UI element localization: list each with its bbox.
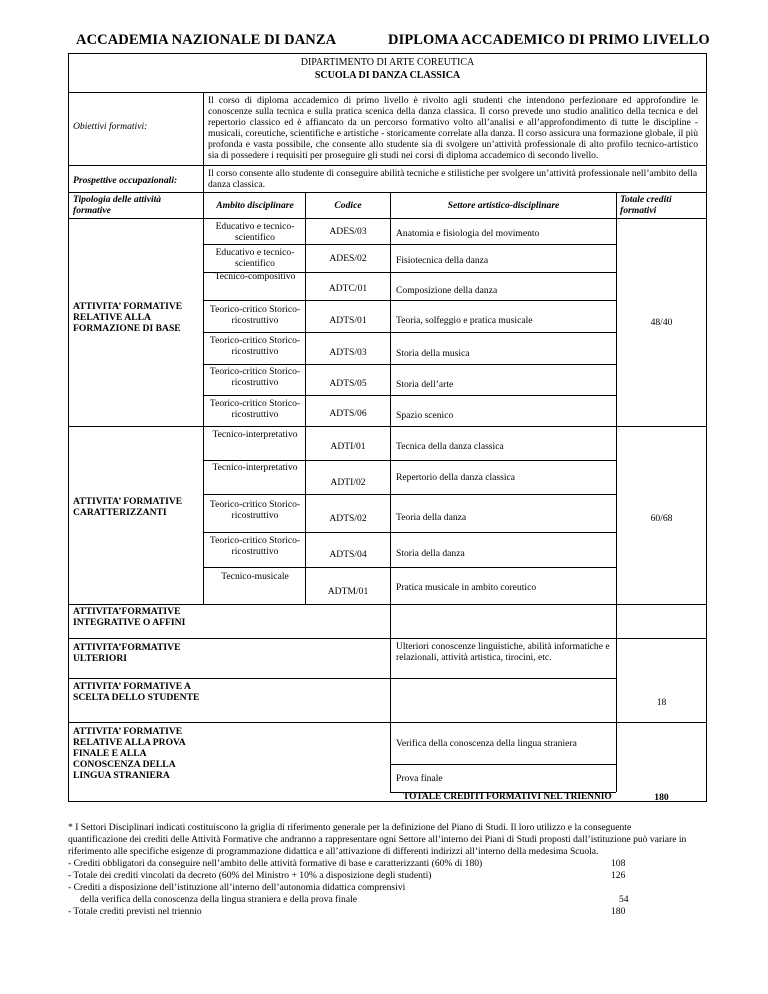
rule-base-5 <box>203 364 616 365</box>
car-settore-2: Teoria della danza <box>396 512 467 523</box>
rule-under-title <box>69 92 706 93</box>
department-title: DIPARTIMENTO DI ARTE COREUTICA <box>300 57 475 68</box>
rule-under-col-header <box>69 218 706 219</box>
rule-under-scelta <box>69 722 706 723</box>
rule-base-1 <box>203 244 616 245</box>
rule-base-4 <box>203 332 616 333</box>
footnote-line-2 <box>68 870 688 882</box>
rule-left-col <box>203 192 204 604</box>
base-ambito-5: Teorico-critico Storico-ricostruttivo <box>209 366 301 388</box>
footnote-line-4-num: 54 <box>619 894 629 905</box>
header-academy: ACCADEMIA NAZIONALE DI DANZA <box>76 32 337 48</box>
rule-under-verifica <box>390 764 616 765</box>
total-label: TOTALE CREDITI FORMATIVI NEL TRIENNIO <box>403 792 612 802</box>
prospettive-text: Il corso consente allo studente di conseguire abilità tecniche e stilistiche per svolgere un’attività professionale nell’ambito della danza classica. <box>208 168 698 190</box>
rule-car-4 <box>203 567 616 568</box>
group-car-label: ATTIVITA’ FORMATIVE CARATTERIZZANTI <box>73 496 183 518</box>
obiettivi-label: Obiettivi formativi: <box>73 121 148 132</box>
car-codice-0: ADTI/01 <box>330 441 366 452</box>
col-tipologia: Tipologia delle attività formative <box>73 194 162 216</box>
base-codice-6: ADTS/06 <box>329 408 367 419</box>
obiettivi-text: Il corso di diploma accademico di primo livello è rivolto agli studenti che intendono perfezionare ed approfondire le conoscenze sulla tecnica e sulla pratica scenica della danza classica. Il corso prevede uno studio analitico della tecnica e del repertorio classico ed è affiancato da un percorso formativo volto all’analisi e all’approfondimento di tutte le discipline - musicali, coreutiche, scientifiche e artistiche - storicamente correlate alla danza. Il corso assicura una formazione globale, il più profonda e vasta possibile, che consente allo studente sia di svolgere un’attività professionale di alto profilo tecnico-artistico sia di possedere i requisiti per proseguire gli studi nei corsi di diploma accademico di secondo livello. <box>208 95 698 161</box>
rule-codice-col <box>390 192 391 792</box>
base-codice-2: ADTC/01 <box>328 283 368 294</box>
group-base-credits: 48/40 <box>650 317 673 328</box>
footnote-line-5-num: 180 <box>611 906 626 917</box>
rule-under-caratterizzanti <box>69 604 706 605</box>
footnote <box>68 822 688 918</box>
base-ambito-0: Educativo e tecnico-scientifico <box>215 221 295 243</box>
footnote-line-4-text: della verifica della conoscenza della lingua straniera e della prova finale <box>80 894 358 905</box>
group-integrative-label: ATTIVITA’FORMATIVE INTEGRATIVE O AFFINI <box>73 606 186 628</box>
rule-base-3 <box>203 300 616 301</box>
footnote-line-1-num: 108 <box>611 858 626 869</box>
base-ambito-3: Teorico-critico Storico-ricostruttivo <box>209 304 301 326</box>
footnote-line-2-text: - Totale dei crediti vincolati da decreto (60% del Ministro + 10% a disposizione degli studenti) <box>68 870 432 881</box>
group-prova-item-1: Prova finale <box>396 773 443 784</box>
car-codice-2: ADTS/02 <box>329 513 367 524</box>
car-codice-3: ADTS/04 <box>329 549 367 560</box>
base-settore-6: Spazio scenico <box>396 410 454 421</box>
rule-left-col-top <box>203 92 204 192</box>
rule-base-6 <box>203 395 616 396</box>
footnote-line-1 <box>68 858 688 870</box>
rule-car-2 <box>203 494 616 495</box>
base-codice-1: ADES/02 <box>329 253 367 264</box>
car-settore-1: Repertorio della danza classica <box>396 472 516 483</box>
footnote-line-5 <box>68 906 688 918</box>
footnote-line-3-text: - Crediti a disposizione dell’istituzione all’interno dell’autonomia didattica comprensivi <box>68 882 406 893</box>
base-settore-0: Anatomia e fisiologia del movimento <box>396 228 540 239</box>
base-ambito-4: Teorico-critico Storico-ricostruttivo <box>209 335 301 357</box>
footnote-line-5-text: - Totale crediti previsti nel triennio <box>68 906 202 917</box>
base-codice-4: ADTS/03 <box>329 347 367 358</box>
curriculum-table <box>68 53 707 802</box>
group-scelta-credits: 18 <box>656 697 667 708</box>
car-codice-1: ADTI/02 <box>330 477 366 488</box>
group-base-label: ATTIVITA’ FORMATIVE RELATIVE ALLA FORMAZIONE DI BASE <box>73 301 183 334</box>
car-settore-0: Tecnica della danza classica <box>396 441 504 452</box>
footnote-line-1-text: - Crediti obbligatori da conseguire nell’ambito delle attività formative di base e caratterizzanti (60% di 180) <box>68 858 483 869</box>
rule-under-obiettivi <box>69 165 706 166</box>
car-ambito-0: Tecnico-interpretativo <box>212 429 298 440</box>
base-ambito-2: Tecnico-compositivo <box>214 271 296 282</box>
footnote-line-2-num: 126 <box>611 870 626 881</box>
base-settore-4: Storia della musica <box>396 348 470 359</box>
base-codice-5: ADTS/05 <box>329 378 367 389</box>
car-ambito-3: Teorico-critico Storico-ricostruttivo <box>209 535 301 557</box>
group-scelta-label: ATTIVITA’ FORMATIVE A SCELTA DELLO STUDENTE <box>73 681 200 703</box>
rule-under-integrative <box>69 638 706 639</box>
car-ambito-2: Teorico-critico Storico-ricostruttivo <box>209 499 301 521</box>
footnote-line-4 <box>68 894 688 906</box>
base-codice-0: ADES/03 <box>329 226 367 237</box>
total-value: 180 <box>654 792 669 803</box>
col-codice: Codice <box>334 200 362 211</box>
school-title: SCUOLA DI DANZA CLASSICA <box>314 70 461 81</box>
col-ambito: Ambito disciplinare <box>216 200 294 211</box>
car-settore-3: Storia della danza <box>396 548 465 559</box>
group-ulteriori-label: ATTIVITA’FORMATIVE ULTERIORI <box>73 642 181 664</box>
base-codice-3: ADTS/01 <box>329 315 367 326</box>
group-ulteriori-text: Ulteriori conoscenze linguistiche, abilità informatiche e relazionali, attività artistica, tirocini, etc. <box>396 641 610 663</box>
rule-under-base <box>69 426 706 427</box>
car-settore-4: Pratica musicale in ambito coreutico <box>396 582 537 593</box>
group-car-credits: 60/68 <box>650 513 673 524</box>
base-ambito-1: Educativo e tecnico-scientifico <box>215 247 295 269</box>
base-settore-3: Teoria, solfeggio e pratica musicale <box>396 315 533 326</box>
car-ambito-4: Tecnico-musicale <box>221 571 289 582</box>
col-crediti: Totale crediti formativi <box>620 194 672 216</box>
rule-car-1 <box>203 460 616 461</box>
base-ambito-6: Teorico-critico Storico-ricostruttivo <box>209 398 301 420</box>
prospettive-label: Prospettive occupazionali: <box>73 175 178 186</box>
header-diploma: DIPLOMA ACCADEMICO DI PRIMO LIVELLO <box>388 32 710 48</box>
rule-car-3 <box>203 532 616 533</box>
rule-under-ulteriori <box>69 678 616 679</box>
base-settore-1: Fisiotecnica della danza <box>396 255 489 266</box>
car-codice-4: ADTM/01 <box>327 586 369 597</box>
group-prova-label: ATTIVITA’ FORMATIVE RELATIVE ALLA PROVA FINALE E ALLA CONOSCENZA DELLA LINGUA STRANIERA <box>73 726 186 781</box>
base-settore-2: Composizione della danza <box>396 285 498 296</box>
base-settore-5: Storia dell’arte <box>396 379 454 390</box>
car-ambito-1: Tecnico-interpretativo <box>212 462 298 473</box>
group-prova-item-0: Verifica della conoscenza della lingua straniera <box>396 738 577 749</box>
col-settore: Settore artistico-disciplinare <box>447 200 560 211</box>
rule-under-prospettive <box>69 192 706 193</box>
footnote-line-3 <box>68 882 688 894</box>
footnote-intro: * I Settori Disciplinari indicati costituiscono la griglia di riferimento generale per la definizione del Piano di Studi. Il loro utilizzo e la conseguente quantificazione dei crediti delle Attività Formative che andranno a rappresentare ogni Settore all’interno dei Piani di Studi proposti dall’istituzione può variare in riferimento alle specifiche esigenze di programmazione didattica e all’attivazione di differenti indirizzi all’interno della medesima Scuola. <box>68 822 687 857</box>
